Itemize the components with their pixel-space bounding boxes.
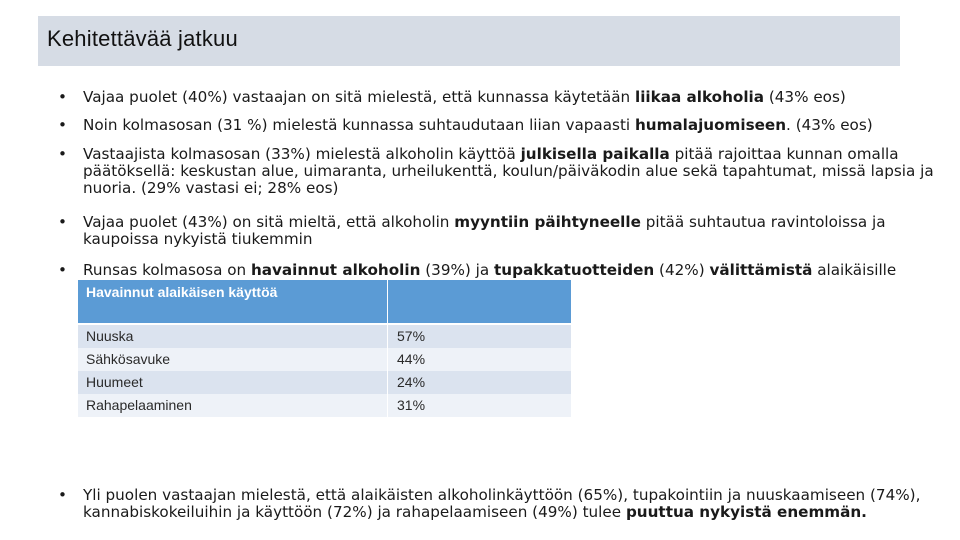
bullet-text-run: (39%) ja xyxy=(420,262,495,278)
table-header-label: Havainnut alaikäisen käyttöä xyxy=(78,280,388,323)
bullet-emphasis: havainnut alkoholin xyxy=(250,262,421,278)
table-row xyxy=(78,371,571,394)
bullet-text xyxy=(83,487,943,521)
table-cell-label: Rahapelaaminen xyxy=(78,394,388,417)
bullet-text-run: Yli puolen vastaajan mielestä, että alaikäisten alkoholinkäyttöön (65%), tupakointiin ja nuuskaamiseen (74%), kannabiskokeiluihin ja käyttöön (72%) ja rahapelaamiseen (49%) tulee xyxy=(83,486,921,521)
bullet-text-run: Vajaa puolet (43%) on sitä mieltä, että alkoholin xyxy=(83,213,455,231)
bullet-item xyxy=(58,262,938,278)
bullet-text-run: pitää rajoittaa kunnan omalla päätöksellä: keskustan alue, uimaranta, urheilukenttä, koulun/päiväkodin alue sekä tapahtumat, missä lapsia ja nuoria. (29% vastasi ei; 28% eos) xyxy=(83,145,934,197)
bullet-text xyxy=(83,214,943,248)
bullet-emphasis: tupakkatuotteiden xyxy=(494,262,655,278)
title-bar xyxy=(38,16,900,66)
bullet-text-run: Vastaajista kolmasosan (33%) mielestä alkoholin käyttöä xyxy=(83,145,521,163)
bullet-text-run: (42%) xyxy=(654,262,710,278)
table-cell-label: Sähkösavuke xyxy=(78,348,388,371)
bullet-text-run: alaikäisille xyxy=(812,262,897,278)
bullet-emphasis: humalajuomiseen xyxy=(634,116,787,134)
bullet-text xyxy=(83,146,943,197)
bullet-text-run: Vajaa puolet (40%) vastaajan on sitä mielestä, että kunnassa käytetään xyxy=(83,88,635,106)
table-row xyxy=(78,348,571,371)
bullet-text xyxy=(83,262,938,278)
table-cell-value: 44% xyxy=(397,351,426,367)
slide-title: Kehitettävää jatkuu xyxy=(47,26,238,51)
bullet-text-run: . (43% eos) xyxy=(786,116,873,134)
table-row xyxy=(78,394,571,417)
table-cell-label: Huumeet xyxy=(78,371,388,394)
bullet-text-run: Noin kolmasosan (31 %) mielestä kunnassa suhtaudutaan liian vapaasti xyxy=(83,116,635,134)
bullet-marker: • xyxy=(58,88,67,106)
bullet-text-run: (43% eos) xyxy=(764,88,846,106)
usage-table xyxy=(78,280,571,437)
bullet-marker: • xyxy=(58,262,67,278)
bullet-text-run: Runsas kolmasosa on xyxy=(83,262,251,278)
bullet-marker: • xyxy=(58,213,67,231)
table-header xyxy=(78,280,571,323)
bullet-marker: • xyxy=(58,145,67,163)
table-cell-value: 24% xyxy=(397,374,426,390)
table-row xyxy=(78,325,571,348)
table-cell-value: 57% xyxy=(397,328,426,344)
bullet-emphasis: puuttua nykyistä enemmän. xyxy=(625,503,867,521)
bullet-text xyxy=(83,117,943,134)
bullet-emphasis: liikaa alkoholia xyxy=(635,88,764,106)
bullet-emphasis: välittämistä xyxy=(709,262,813,278)
bullet-marker: • xyxy=(58,486,67,504)
table-cell-label: Nuuska xyxy=(78,325,388,348)
bullet-marker: • xyxy=(58,116,67,134)
bullet-text-run: pitää suhtautua ravintoloissa ja kaupoissa nykyistä tiukemmin xyxy=(83,213,886,248)
table-cell-value: 31% xyxy=(397,397,426,413)
table-header-empty xyxy=(389,280,571,323)
bullet-emphasis: myyntiin päihtyneelle xyxy=(454,213,641,231)
bullet-emphasis: julkisella paikalla xyxy=(520,145,670,163)
bullet-text xyxy=(83,89,943,106)
